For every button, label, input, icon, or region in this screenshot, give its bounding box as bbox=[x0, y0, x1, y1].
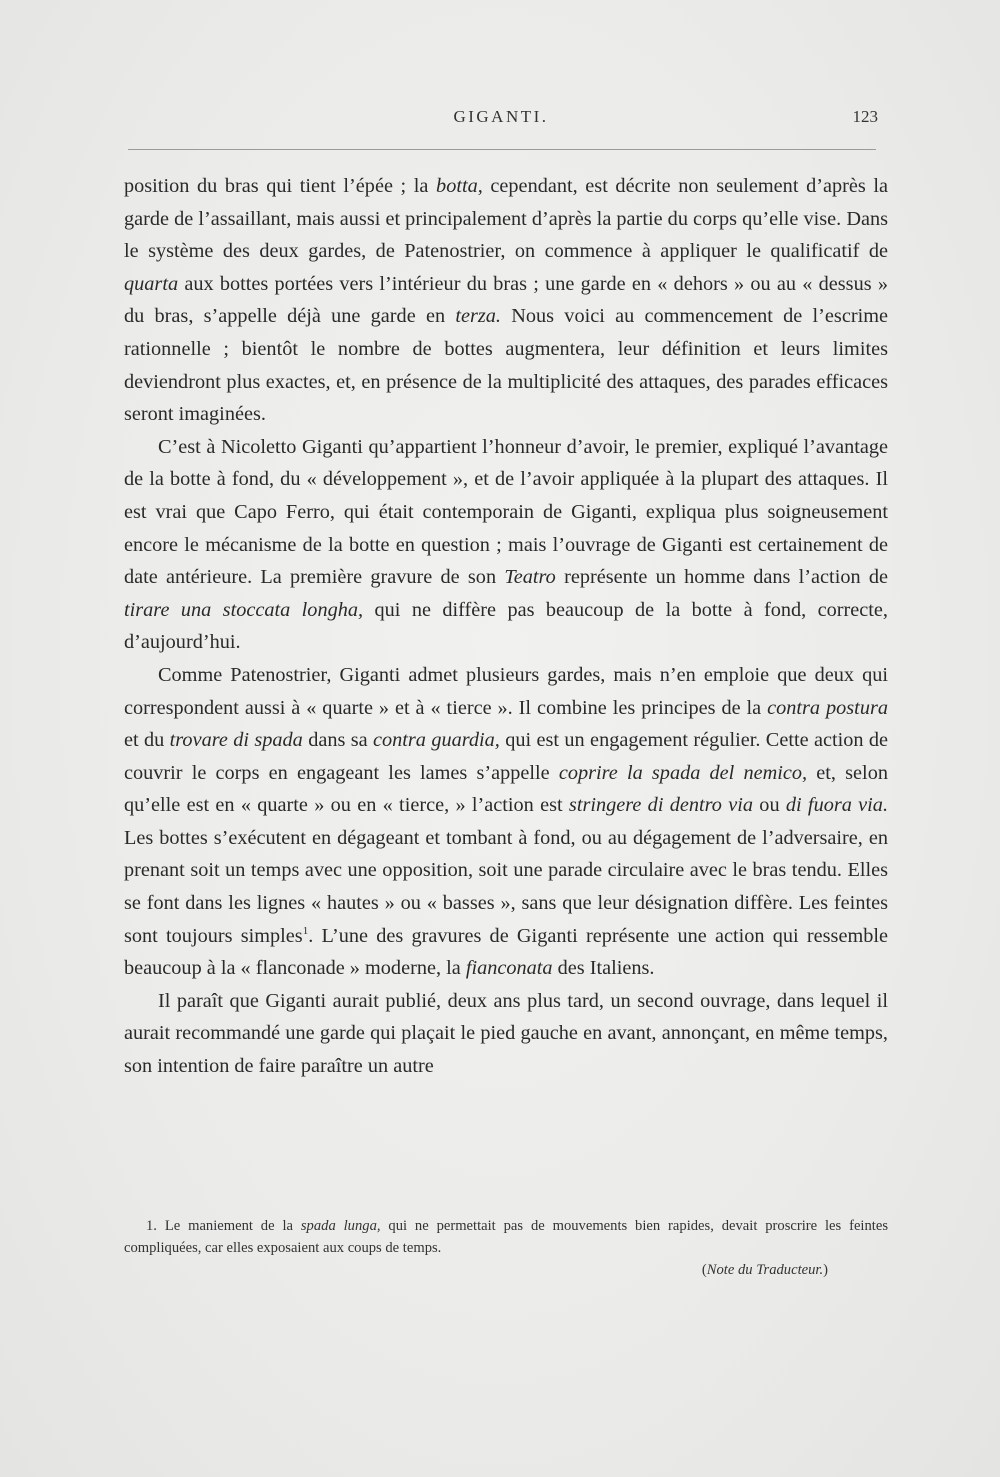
text-run: qui est un engagement régulier. Cette action de couvrir le corps en engageant les lames s’appelle bbox=[124, 729, 889, 784]
text-run: cependant, est décrite non seulement d’après la garde de l’assaillant, mais aussi et principalement d’après la partie du corps qu’elle vise. Dans le système des deux gardes, de Patenostrier, on commence à appliquer le qualificatif de bbox=[124, 175, 888, 263]
italic-text-run: Teatro bbox=[504, 566, 556, 589]
footnote-marker: 1 bbox=[302, 924, 309, 937]
italic-text-run: spada lunga, bbox=[300, 1218, 381, 1234]
italic-text-run: quarta bbox=[124, 272, 179, 295]
text-run: 1. Le maniement de la bbox=[146, 1218, 301, 1234]
running-head bbox=[124, 107, 878, 131]
text-run: qui ne permettait pas de mouvements bien rapides, devait proscrire les feintes compliquées, car elles exposaient aux coups de temps. bbox=[124, 1218, 888, 1256]
text-run: position du bras qui tient l’épée ; la bbox=[124, 175, 437, 197]
text-run: Il paraît que Giganti aurait publié, deux ans plus tard, un second ouvrage, dans lequel il aurait recommandé une garde qui plaçait le pied gauche en avant, annonçant, en même temps, son intention de faire paraître un autre bbox=[124, 989, 888, 1078]
italic-text-run: stringere di dentro via bbox=[568, 794, 754, 817]
text-run: Nous voici au commencement de l’escrime rationnelle ; bientôt le nombre de bottes augmentera, leur définition et leurs limites deviendront plus exactes, et, en présence de la multiplicité des attaques, des parades efficaces seront imaginées. bbox=[124, 305, 888, 426]
italic-text-run: Note du Traducteur. bbox=[706, 1262, 824, 1278]
text-run: des Italiens. bbox=[552, 957, 655, 980]
text-run: C’est à Nicoletto Giganti qu’appartient l’honneur d’avoir, le premier, expliqué l’avantage de la botte à fond, du « développement », et de l’avoir appliquée à la plupart des attaques. Il est vrai que Capo Ferro, qui était contemporain de Giganti, expliqua plus soigneusement encore le mécanisme de la botte en question ; mais l’ouvrage de Giganti est certainement de date antérieure. La première gravure de son bbox=[124, 435, 888, 589]
text-run: ) bbox=[823, 1262, 828, 1278]
text-run: Comme Patenostrier, Giganti admet plusieurs gardes, mais n’en emploie que deux qui correspondent aussi à « quarte » et à « tierce ». Il combine les principes de la bbox=[124, 663, 888, 719]
text-run: et du bbox=[124, 729, 170, 752]
italic-text-run: contra postura bbox=[767, 696, 888, 719]
italic-text-run: di fuora via. bbox=[785, 794, 889, 817]
footnote-1 bbox=[124, 1215, 888, 1259]
paragraph-1 bbox=[124, 170, 888, 431]
text-run: qui ne diffère pas beaucoup de la botte à fond, correcte, d’aujourd’hui. bbox=[124, 598, 888, 654]
italic-text-run: botta, bbox=[436, 175, 483, 197]
italic-text-run: trovare di spada bbox=[169, 729, 303, 752]
text-run: et, selon qu’elle est en « quarte » ou en « tierce, » l’action est bbox=[124, 761, 888, 817]
paragraph-4 bbox=[124, 985, 888, 1083]
italic-text-run: fianconata bbox=[465, 957, 553, 980]
italic-text-run: contra guardia, bbox=[373, 729, 500, 752]
page-number: 123 bbox=[852, 107, 878, 126]
footnote-attribution bbox=[124, 1259, 888, 1281]
italic-text-run: terza. bbox=[455, 305, 501, 328]
text-run: ou bbox=[753, 794, 786, 817]
header-rule bbox=[128, 149, 876, 150]
text-run: représente un homme dans l’action de bbox=[555, 566, 888, 589]
italic-text-run: tirare una stoccata longha, bbox=[124, 598, 364, 621]
text-run: Les bottes s’exécutent en dégageant et tombant à fond, ou au dégagement de l’adversaire, en prenant soit un temps avec une opposition, soit une parade circulaire avec le bras tendu. Elles se font dans les lignes « hautes » ou « basses », sans que leur désignation diffère. Les feintes sont toujours simples bbox=[124, 826, 888, 947]
text-run: ( bbox=[701, 1262, 707, 1278]
text-run: aux bottes portées vers l’intérieur du bras ; une garde en « dehors » ou au « dessus » du bras, s’appelle déjà une garde en bbox=[124, 272, 888, 328]
text-run: dans sa bbox=[302, 729, 373, 752]
body-text bbox=[124, 170, 888, 1083]
text-run: . L’une des gravures de Giganti représente une action qui ressemble beaucoup à la « flanconade » moderne, la bbox=[124, 924, 888, 980]
running-title: GIGANTI. bbox=[453, 107, 549, 126]
italic-text-run: coprire la spada del nemico, bbox=[558, 761, 808, 784]
footnotes bbox=[124, 1215, 888, 1281]
paragraph-3 bbox=[124, 659, 888, 985]
paragraph-2 bbox=[124, 431, 888, 659]
